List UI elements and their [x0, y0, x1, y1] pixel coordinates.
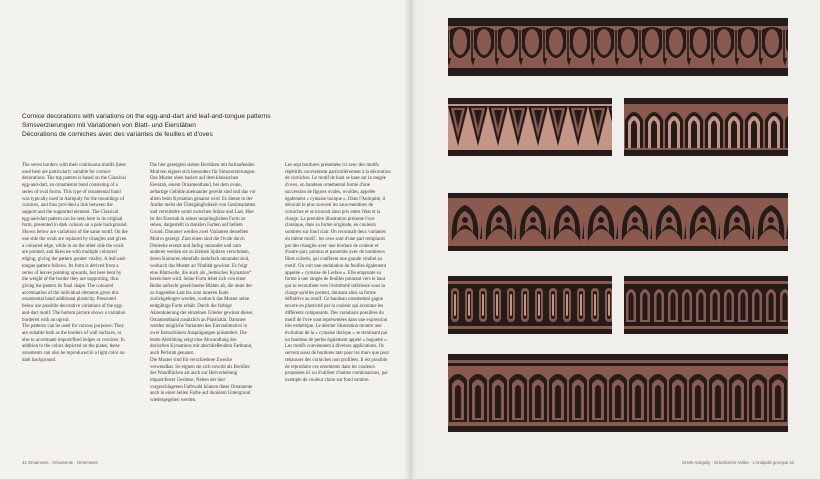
heading-french: Décorations de corniches avec des variantes de feuilles et d'oves: [22, 131, 213, 138]
heading-german: Simsverzierungen mit Variationen von Blatt- und Eierstäben: [22, 122, 196, 129]
egg-variation-border-right: [624, 276, 788, 334]
triangle-border: [448, 98, 612, 156]
ornament-plate: [448, 18, 788, 438]
text-column-german: [150, 163, 256, 405]
leaf-and-tongue-border: [448, 193, 788, 251]
paragraph: Die hier gezeigten sieben Bordüren mit fortlaufenden Motiven eignen sich besonders für Simsverzierungen. Das Muster oben basiert auf dem klassischen Eierstab, einem Ornamentband, bei dem ovale, zeltartige Gebilde aneinander gereiht sind und das vor allem beim Kymation genannt wird. Es diente in der Antike meist der Übergänglichkeit von Gesimsplatten und vermittelte somit zwischen Stütze und Last. Hier ist der Eierstab in seiner ursprünglichen Form zu sehen, dargestellt in dunklen Farben auf hellem Grund. Darunter werden zwei Varianten desselben Motivs gezeigt. Zum einen sind die Ovale durch Dreiecke ersetzt und farbig umrandet und zum anderen werden sie zu kleinen Spitzen verschoben, deren Konturen ebenfalls mehrfach umrandet sind, wodurch das Muster an Vitalität gewinnt. Es folgt eine Blattwelle, die auch als „lesbisches Kymation“ bezeichnet wird. Seine Form leitet sich von einer Reihe aufrecht gezeichneter Blätter ab, die unter der zu tragenden Last bis zum inneren Ende zurückgebogen werden, wodurch das Muster seine endgültige Form erhält. Durch die farbige Akzentuierung der einzelnen Glieder gewinnt dieses Ornamentband zusätzlich an Plastizität. Darunter werden mögliche Varianten des Eierstabmotivs in zwei formschönen Ansprägungen präsentiert. Die letzte Abbildung zeigt eine Abwandlung des dorischen Kymations mit abschließendem Farbrand, auch Perlstab genannt.: [150, 163, 256, 357]
text-column-english: [22, 163, 128, 365]
heading-english: Cornice decorations with variations on the egg-and-dart and leaf-and-tongue patterns: [22, 113, 271, 120]
egg-and-dart-border: [448, 18, 788, 76]
page-footer-right: Greek Antiquity · Griechische Antike · L'Antiquité grecque 43: [681, 460, 794, 465]
ogival-border: [448, 354, 788, 432]
paragraph: The patterns can be used for various purposes: They are suitable both as the borders of wall surfaces, or else to accentuate impost/fired ledges or cornices. In addition to the colors depicted on the plates, these ornaments can also be reproduced in a light color on dark background.: [22, 324, 125, 363]
page-footer-left: 42 Ornaments · Ornamente · Ornements: [22, 460, 98, 465]
paragraph: The seven borders with their continuous motifs (here used here are particularly suitable for cornice decorations. The top pattern is based on the Classical egg-and-dart, an ornamental band consisting of a series of oval forms. This type of ornamental band was typically used in Antiquity for the mouldings of cornices, and thus provided a link between the support and the supported element. The Classical egg-and-dart pattern can be seen here in its original form, presented in dark colours on a pale background. Shown below are variations of the same motif. On the one side the ovals are replaced by triangles and given a coloured edge, while in on the other side the ovals are pointed, and likewise with multiple coloured edging, giving the pattern greater vitality. A leaf-and-tongue pattern follows. Its form is derived from a series of leaves pointing upwards, but here bent by the weight of the border they are supporting, thus giving the pattern its final shape. The coloured accentuation of the individual elements gives this ornamental band additional plasticity. Presented below are possible decorative variations of the egg-and-dart motif. The bottom picture shows a variation bordered with an ogival.: [22, 163, 128, 323]
book-gutter: [404, 0, 418, 479]
paragraph: Les sept bordures présentées ici avec des motifs répétitifs conviennent particulièrement à la décoration de corniches. Le motif de haut se base sur la rangée d'oves, un bandeau ornemental formé d'une succession de figures ovales, ovoïdes, appelée également « cymaise ionique ». Dans l'Antiquité, il décorait le plus souvent les saus-membres de corniches et se trouvait ainsi pris entre l'état et la charge. La première illustration présente l'ove classique, dans sa forme originale, en couleurs sombres sur fond clair. On reconnaît deux variantes du même motif : les oves sont d'une part remplacés par des triangles avec une bordure de couleur et d'autre part, pointus et parsemés avec de nombreux filets colorés, qui confèrent une grande vitalité au motif. On voit une ondulation de feuilles également appelée « cymaise de Lesbos ». Elle emprunte sa forme à une rangée de feuilles pointant vers le haut qui se recourbent vers l'extrémité inférieure sous la charge qu'elles portent, donnant ainsi sa forme définitive au motif. Ce bandeau ornemental gagne encore en plasticité par la couleur qui accentue les différents composants. Des variations possibles du motif de l'ove sont représentées dans une expression très esthétique. Le dernier illustration montre une évolution de la « cymaise dorique » se terminant par un bandeau de perles également appelé « baguette ». Les motifs conviennent à diverses applications. Ils servent aussi de bordures tant pour les murs que pour rehausser des corniches non profilées. Il est possible de reproduire ces ornements dans les couleurs proposées ici ou d'utiliser d'autres combinaisons, par exemple de couleur claire sur fond sombre.: [285, 163, 391, 383]
section-heading: [22, 112, 402, 139]
pointed-arch-border: [624, 98, 788, 156]
egg-variation-border-left: [448, 276, 612, 334]
text-column-french: [285, 163, 391, 385]
paragraph: Die Muster sind für verschiedene Zwecke verwendbar. So eignen sie sich sowohl als Bordüre der Wandflächen als auch zur Hervorhebung impost/fester Gesimse. Neben der hier vorgeschlagenen Farbwahl können diese Ornamente auch in einer hellen Farbe auf dunklem Untergrund wiedergegeben werden.: [150, 357, 253, 404]
